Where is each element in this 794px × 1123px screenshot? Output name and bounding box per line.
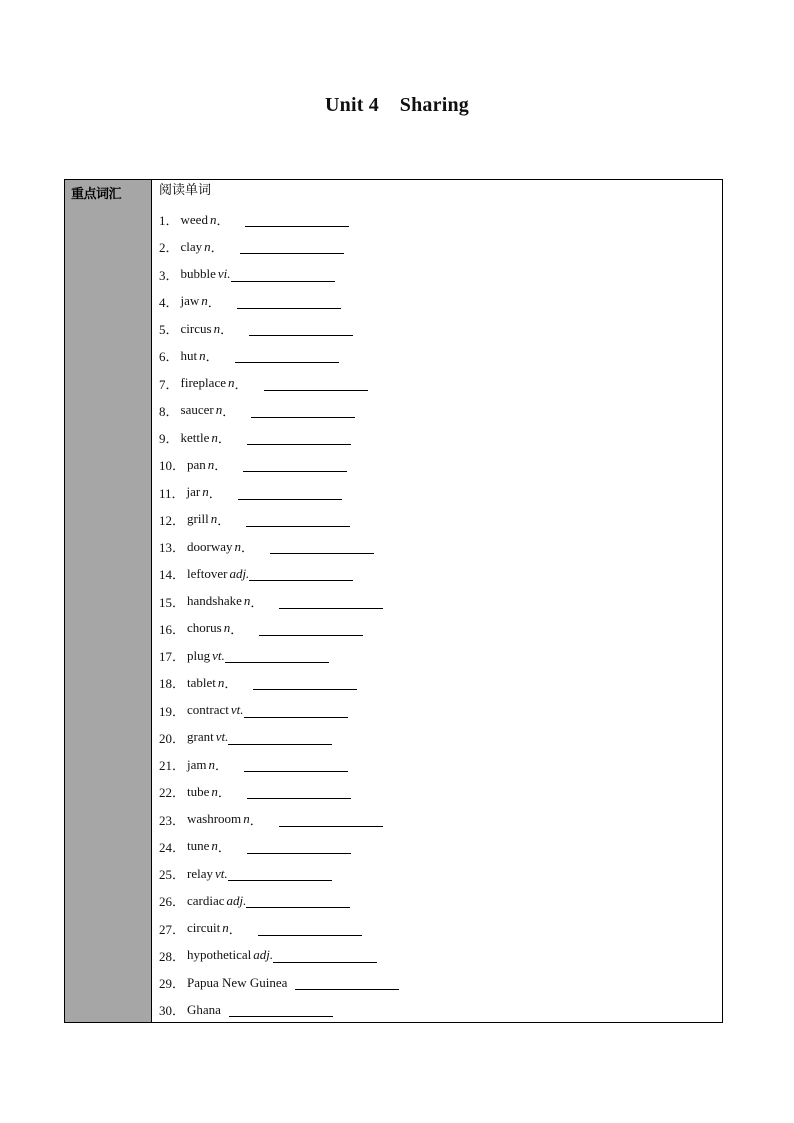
- item-punctuation: ．: [207, 294, 221, 310]
- vocabulary-content-cell: [152, 180, 722, 1022]
- answer-blank-line[interactable]: [295, 979, 399, 990]
- answer-blank-line[interactable]: [247, 843, 351, 854]
- item-part-of-speech: n: [211, 429, 218, 445]
- item-word: plug: [187, 647, 211, 663]
- item-word: bubble: [180, 266, 216, 282]
- vocabulary-item: [159, 288, 722, 315]
- item-number: 18．: [159, 676, 186, 692]
- item-part-of-speech: vt.: [212, 647, 225, 663]
- vocabulary-item: [159, 697, 722, 724]
- item-word: Papua New Guinea: [187, 974, 288, 990]
- item-part-of-speech: n: [223, 620, 231, 636]
- item-part-of-speech: adj.: [226, 892, 247, 908]
- answer-blank-line[interactable]: [228, 734, 332, 745]
- item-word: jam: [187, 756, 207, 772]
- item-number: 6．: [159, 349, 179, 365]
- answer-blank-line[interactable]: [249, 570, 353, 581]
- item-part-of-speech: n: [215, 402, 223, 418]
- item-number: 13．: [159, 540, 186, 556]
- item-punctuation: ．: [230, 621, 244, 637]
- item-punctuation: ．: [224, 676, 238, 692]
- section-label: 重点词汇: [71, 187, 122, 202]
- vocabulary-item: [159, 806, 722, 833]
- answer-blank-line[interactable]: [246, 516, 350, 527]
- item-part-of-speech: n: [211, 838, 218, 854]
- item-punctuation: ．: [250, 594, 264, 610]
- vocabulary-item: [159, 315, 722, 342]
- vocabulary-item: [159, 342, 722, 369]
- vocabulary-item: [159, 833, 722, 860]
- vocabulary-item: [159, 506, 722, 533]
- item-punctuation: ．: [234, 376, 248, 392]
- answer-blank-line[interactable]: [240, 243, 344, 254]
- item-punctuation: ．: [228, 921, 242, 937]
- item-punctuation: ．: [249, 812, 263, 828]
- item-word: clay: [180, 238, 203, 254]
- answer-blank-line[interactable]: [246, 897, 350, 908]
- item-number: 14．: [159, 567, 186, 583]
- item-part-of-speech: n: [213, 320, 221, 336]
- item-word: pan: [187, 456, 206, 472]
- answer-blank-line[interactable]: [251, 407, 355, 418]
- item-number: 10．: [159, 458, 186, 474]
- item-punctuation: ．: [210, 240, 224, 256]
- answer-blank-line[interactable]: [245, 216, 349, 227]
- item-part-of-speech: n: [217, 674, 225, 690]
- item-word: circus: [180, 320, 212, 336]
- item-number: 19．: [159, 703, 186, 719]
- item-word: jar: [186, 484, 201, 500]
- page-title: Unit 4 Sharing: [325, 94, 469, 116]
- item-word: Ghana: [187, 1001, 221, 1017]
- vocabulary-item: [159, 724, 722, 751]
- item-number: 11．: [159, 485, 185, 501]
- answer-blank-line[interactable]: [259, 625, 363, 636]
- answer-blank-line[interactable]: [270, 543, 374, 554]
- answer-blank-line[interactable]: [273, 952, 377, 963]
- answer-blank-line[interactable]: [228, 870, 332, 881]
- item-word: tune: [187, 838, 210, 854]
- answer-blank-line[interactable]: [235, 352, 339, 363]
- item-number: 21．: [159, 758, 186, 774]
- item-word: handshake: [187, 593, 242, 609]
- item-number: 8．: [159, 403, 179, 419]
- item-word: relay: [187, 865, 213, 881]
- item-word: washroom: [187, 811, 242, 827]
- item-part-of-speech: n: [243, 593, 251, 609]
- item-punctuation: ．: [241, 540, 255, 556]
- item-number: 20．: [159, 730, 186, 746]
- vocabulary-item: [159, 397, 722, 424]
- item-word: fireplace: [180, 375, 226, 391]
- item-word: grill: [187, 511, 209, 527]
- item-word: doorway: [187, 538, 233, 554]
- vocabulary-item: [159, 887, 722, 914]
- item-word: tube: [187, 783, 210, 799]
- item-part-of-speech: n: [207, 456, 215, 472]
- vocabulary-item: [159, 996, 722, 1023]
- vocabulary-item: [159, 942, 722, 969]
- vocabulary-table: [64, 179, 723, 1023]
- item-number: 17．: [159, 649, 186, 665]
- item-part-of-speech: vt.: [230, 702, 244, 718]
- item-punctuation: ．: [220, 322, 234, 338]
- answer-blank-line[interactable]: [247, 788, 351, 799]
- item-word: hypothetical: [187, 947, 252, 963]
- item-punctuation: ．: [222, 403, 236, 419]
- item-word: circuit: [187, 920, 221, 936]
- item-part-of-speech: n: [204, 238, 211, 254]
- answer-blank-line[interactable]: [244, 707, 348, 718]
- answer-blank-line[interactable]: [264, 380, 368, 391]
- item-number: 16．: [159, 621, 186, 637]
- vocabulary-item: [159, 915, 722, 942]
- item-part-of-speech: n: [211, 783, 218, 799]
- answer-blank-line[interactable]: [247, 434, 351, 445]
- vocabulary-item: [159, 533, 722, 560]
- item-part-of-speech: n: [222, 920, 229, 936]
- item-number: 25．: [159, 867, 186, 883]
- vocabulary-item: [159, 642, 722, 669]
- answer-blank-line[interactable]: [229, 1006, 333, 1017]
- item-word: saucer: [180, 402, 214, 418]
- vocabulary-item: [159, 206, 722, 233]
- vocabulary-item: [159, 969, 722, 996]
- item-part-of-speech: adj.: [253, 947, 274, 963]
- item-number: 26．: [159, 894, 186, 910]
- vocabulary-item: [159, 424, 722, 451]
- vocabulary-item: [159, 778, 722, 805]
- item-part-of-speech: n: [208, 756, 216, 772]
- item-part-of-speech: n: [243, 811, 250, 827]
- item-word: weed: [180, 211, 208, 227]
- item-number: 2．: [159, 240, 179, 256]
- item-number: 3．: [159, 267, 179, 283]
- item-punctuation: ．: [216, 213, 230, 229]
- item-part-of-speech: n: [227, 375, 235, 391]
- item-number: 24．: [159, 839, 186, 855]
- item-word: leftover: [187, 565, 228, 581]
- answer-blank-line[interactable]: [238, 489, 342, 500]
- item-number: 27．: [159, 921, 186, 937]
- item-part-of-speech: n: [234, 538, 242, 554]
- vocabulary-item: [159, 560, 722, 587]
- item-punctuation: ．: [217, 431, 231, 447]
- vocabulary-item: [159, 860, 722, 887]
- item-number: 22．: [159, 785, 186, 801]
- item-part-of-speech: n: [209, 211, 217, 227]
- vocabulary-item: [159, 451, 722, 478]
- item-part-of-speech: vi.: [217, 266, 231, 282]
- item-word: tablet: [187, 674, 216, 690]
- vocabulary-item: [159, 751, 722, 778]
- item-punctuation: ．: [217, 785, 231, 801]
- item-word: contract: [187, 702, 229, 718]
- item-word: kettle: [180, 429, 210, 445]
- answer-blank-line[interactable]: [237, 298, 341, 309]
- item-number: 12．: [159, 512, 186, 528]
- item-number: 9．: [159, 431, 179, 447]
- vocabulary-item: [159, 669, 722, 696]
- item-number: 15．: [159, 594, 186, 610]
- item-word: grant: [187, 729, 214, 745]
- section-label-cell: [65, 180, 152, 1022]
- vocabulary-item: [159, 588, 722, 615]
- vocabulary-item: [159, 261, 722, 288]
- item-number: 28．: [159, 948, 186, 964]
- item-part-of-speech: n: [199, 347, 206, 363]
- item-punctuation: ．: [217, 512, 231, 528]
- item-number: 4．: [159, 294, 179, 310]
- answer-blank-line[interactable]: [243, 461, 347, 472]
- item-part-of-speech: adj.: [229, 565, 250, 581]
- item-punctuation: ．: [205, 349, 219, 365]
- item-part-of-speech: n: [201, 293, 208, 309]
- item-part-of-speech: vt.: [215, 865, 228, 881]
- vocabulary-item: [159, 615, 722, 642]
- item-part-of-speech: n: [210, 511, 218, 527]
- item-number: 29．: [159, 976, 186, 992]
- item-part-of-speech: vt.: [215, 729, 229, 745]
- item-word: hut: [180, 347, 198, 363]
- item-word: cardiac: [187, 892, 225, 908]
- vocabulary-item: [159, 479, 722, 506]
- item-word: chorus: [187, 620, 222, 636]
- answer-blank-line[interactable]: [244, 761, 348, 772]
- item-number: 30．: [159, 1003, 186, 1019]
- item-punctuation: ．: [217, 839, 231, 855]
- item-number: 1．: [159, 213, 179, 229]
- item-punctuation: ．: [214, 458, 228, 474]
- answer-blank-line[interactable]: [231, 271, 335, 282]
- answer-blank-line[interactable]: [279, 598, 383, 609]
- answer-blank-line[interactable]: [225, 652, 329, 663]
- item-punctuation: ．: [215, 758, 229, 774]
- reading-words-heading: 阅读单词: [159, 183, 212, 198]
- answer-blank-line[interactable]: [249, 325, 353, 336]
- item-number: 7．: [159, 376, 179, 392]
- answer-blank-line[interactable]: [258, 925, 362, 936]
- answer-blank-line[interactable]: [253, 679, 357, 690]
- answer-blank-line[interactable]: [279, 816, 383, 827]
- item-number: 5．: [159, 322, 179, 338]
- item-word: jaw: [180, 293, 200, 309]
- item-number: 23．: [159, 812, 186, 828]
- vocabulary-item: [159, 233, 722, 260]
- vocabulary-item: [159, 370, 722, 397]
- item-part-of-speech: n: [202, 484, 209, 500]
- vocabulary-list: [159, 206, 722, 1024]
- item-punctuation: ．: [208, 485, 222, 501]
